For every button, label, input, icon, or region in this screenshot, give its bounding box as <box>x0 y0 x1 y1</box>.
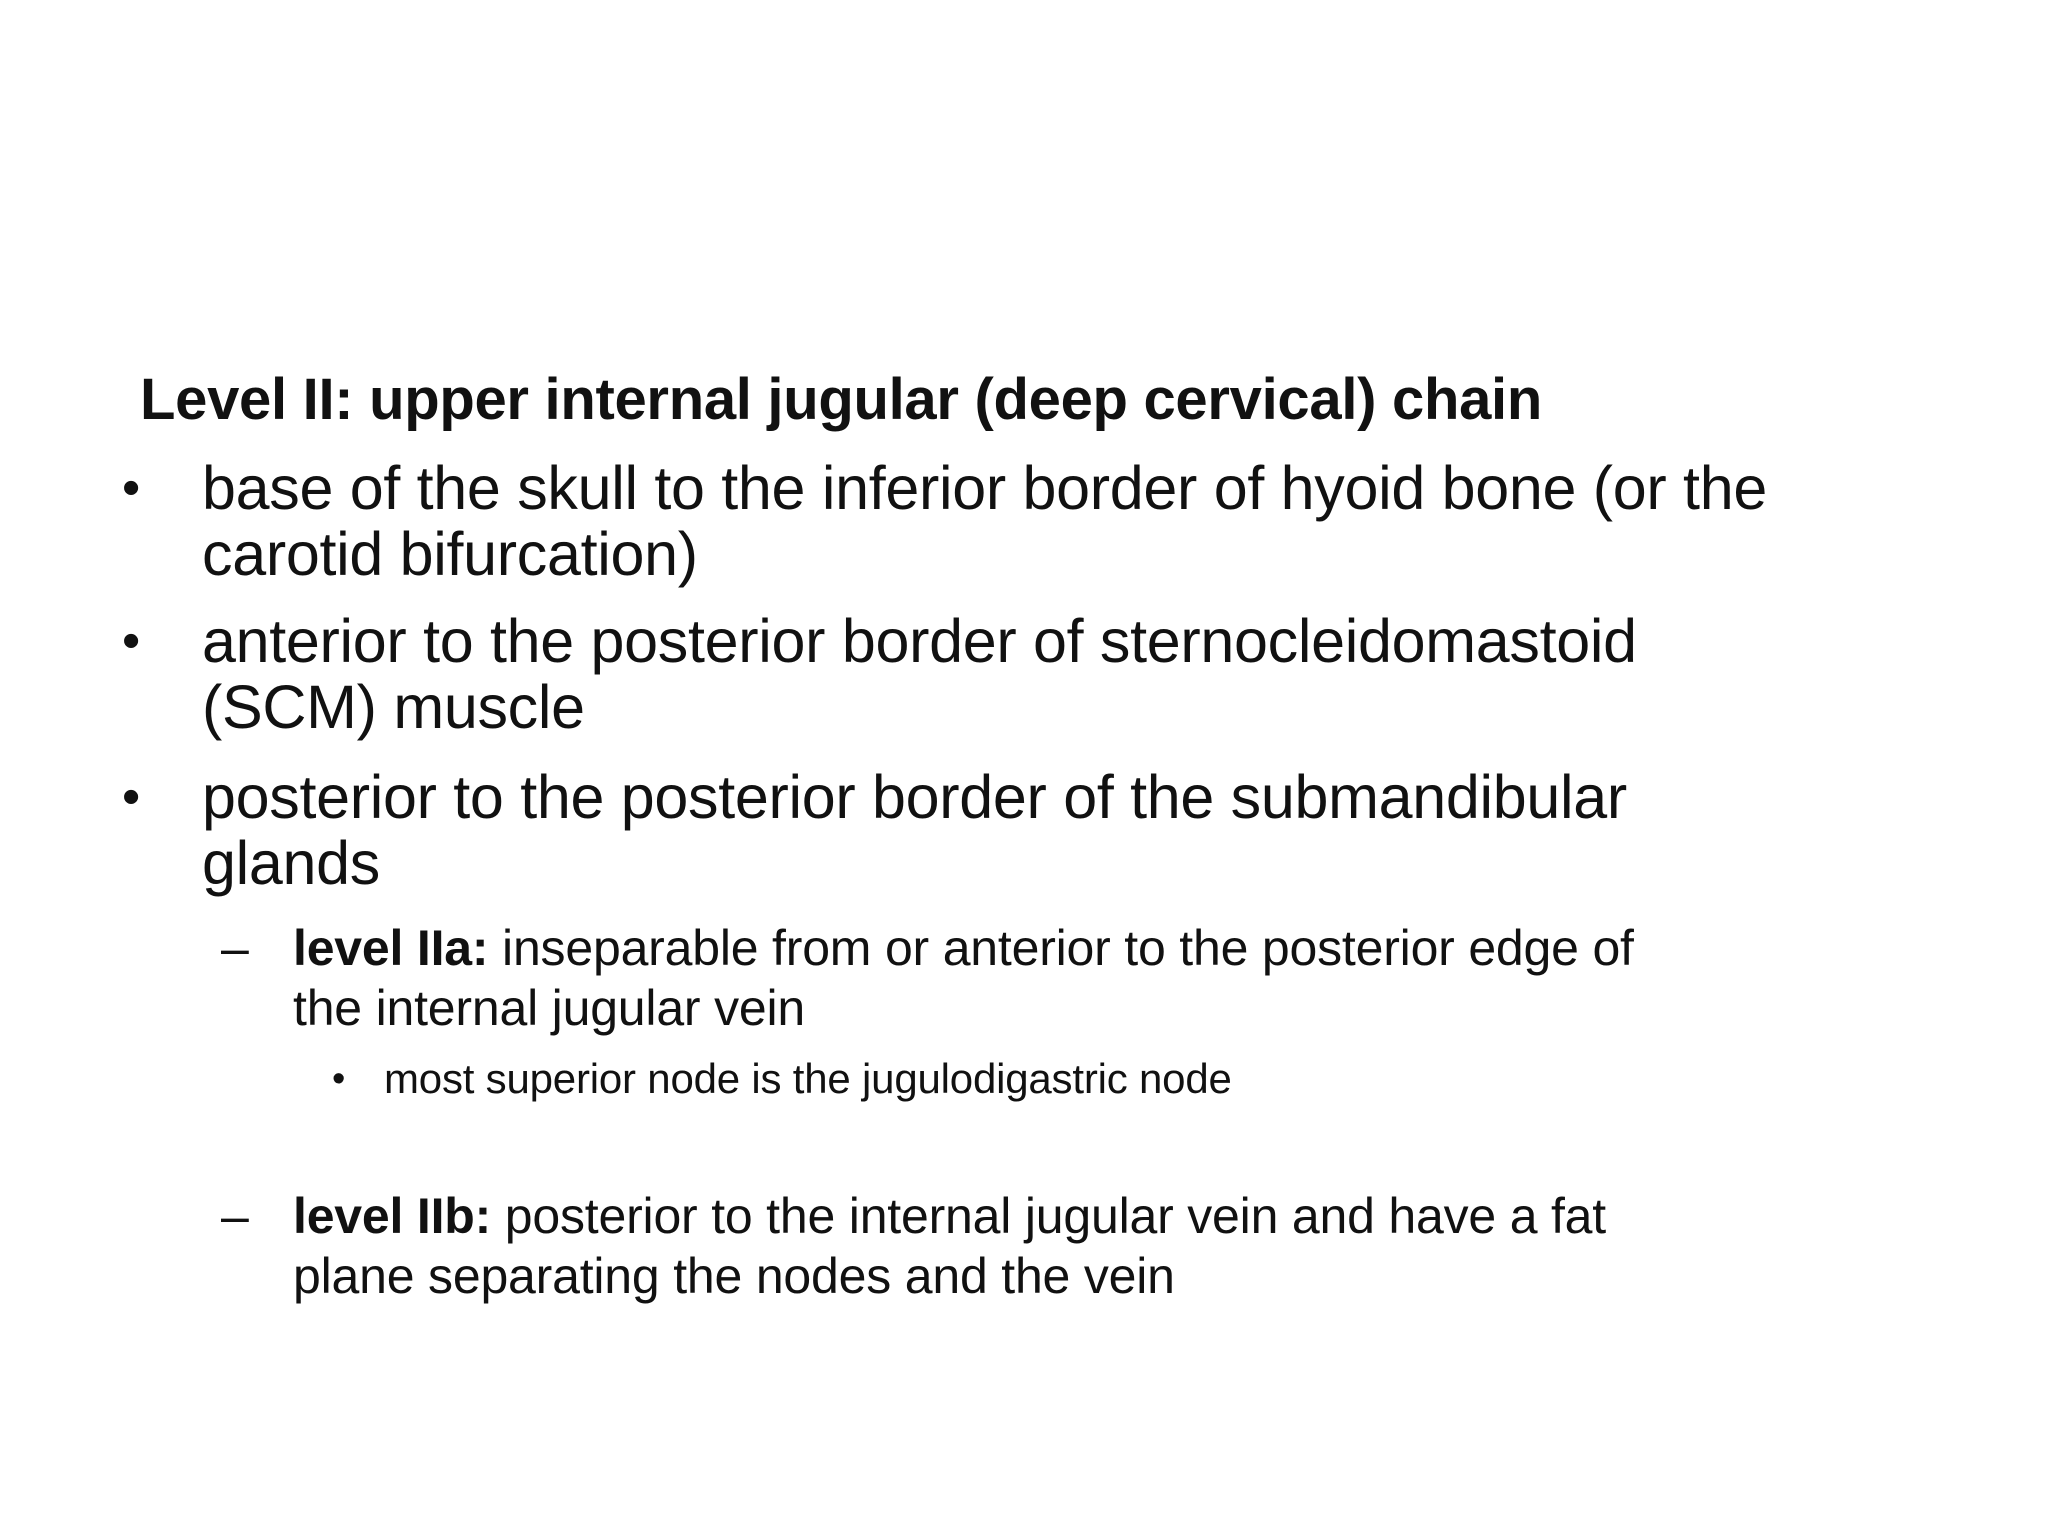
sub-item-line-1 <box>293 1186 1913 1246</box>
bullet-icon: • <box>122 612 140 670</box>
bullet-text-line-1: posterior to the posterior border of the submandibular <box>202 763 1627 831</box>
bullet-item-3 <box>122 763 2002 897</box>
sub-item-text: posterior to the internal jugular vein and have a fat <box>491 1188 1606 1244</box>
bullet-icon: • <box>122 459 140 517</box>
sub-item-text: inseparable from or anterior to the posterior edge of <box>488 920 1634 976</box>
bullet-text-line-1: base of the skull to the inferior border of hyoid bone (or the <box>202 454 1767 522</box>
sub-item-line-1 <box>293 918 1913 978</box>
bullet-text-line-2: (SCM) muscle <box>202 673 585 741</box>
sub-sub-item-text: most superior node is the jugulodigastric node <box>384 1055 1232 1102</box>
slide-heading: Level II: upper internal jugular (deep cervical) chain <box>140 367 1542 432</box>
bullet-icon: • <box>332 1058 346 1100</box>
sub-item-label: level IIb: <box>293 1188 492 1244</box>
sub-sub-item <box>332 1054 1784 1104</box>
bullet-item-1 <box>122 454 2002 588</box>
bullet-text-line-1: anterior to the posterior border of sternocleidomastoid <box>202 607 1637 675</box>
bullet-text-line-2: glands <box>202 829 380 897</box>
sub-item-label: level IIa: <box>293 920 489 976</box>
sub-item-level-iib <box>221 1186 1913 1306</box>
bullet-icon: • <box>122 768 140 826</box>
sub-item-line-2: the internal jugular vein <box>293 980 805 1036</box>
dash-icon: – <box>221 1188 249 1244</box>
bullet-text-line-2: carotid bifurcation) <box>202 520 698 588</box>
sub-item-level-iia <box>221 918 1913 1038</box>
dash-icon: – <box>221 920 249 976</box>
bullet-item-2 <box>122 607 2002 741</box>
sub-item-line-2: plane separating the nodes and the vein <box>293 1248 1175 1304</box>
